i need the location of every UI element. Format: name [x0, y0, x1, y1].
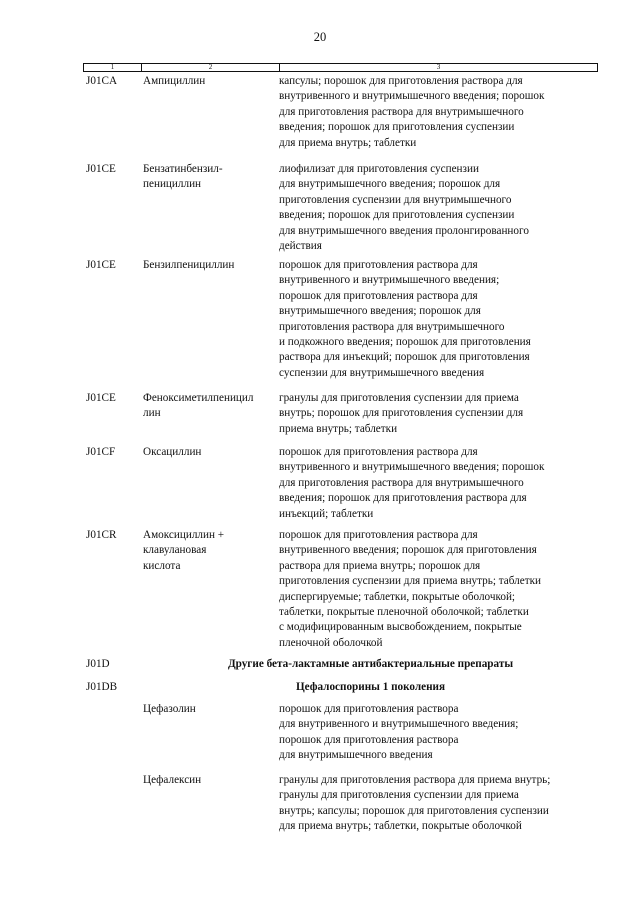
- dosage-forms-line: для внутривенного и внутримышечного введения;: [279, 718, 519, 731]
- atc-code: J01CE: [86, 163, 116, 175]
- dosage-forms-line: для внутримышечного введения; порошок для: [279, 178, 501, 191]
- drug-name-line: кислота: [143, 559, 181, 572]
- dosage-forms-line: внутривенного введения; порошок для приготовления: [279, 544, 537, 557]
- drug-name: [143, 528, 273, 574]
- drug-name-line: лин: [143, 407, 161, 420]
- drug-name-line: Бензатинбензил-: [143, 163, 223, 175]
- drug-name-line: Оксациллин: [143, 446, 202, 458]
- atc-code: J01CE: [86, 259, 116, 271]
- column-header-1: 1: [84, 64, 142, 71]
- drug-name-line: клавулановая: [143, 544, 207, 557]
- dosage-forms-line: введения; порошок для приготовления суспензии: [279, 121, 515, 134]
- dosage-forms-line: гранулы для приготовления раствора для приема внутрь;: [279, 774, 551, 786]
- dosage-forms-line: внутривенного и внутримышечного введения; порошок: [279, 461, 545, 474]
- dosage-forms-line: диспергируемые; таблетки, покрытые оболочкой;: [279, 590, 516, 603]
- drug-name-line: Феноксиметилпеницил: [143, 392, 254, 404]
- dosage-forms-line: гранулы для приготовления суспензии для приема: [279, 789, 519, 802]
- drug-name: [143, 162, 273, 193]
- dosage-forms-line: капсулы; порошок для приготовления раствора для: [279, 75, 523, 87]
- dosage-forms-line: лиофилизат для приготовления суспензии: [279, 163, 479, 175]
- dosage-forms-line: приготовления суспензии для приема внутрь; таблетки: [279, 575, 542, 588]
- dosage-forms-line: для приема внутрь; таблетки, покрытые оболочкой: [279, 820, 522, 833]
- drug-name: [143, 773, 273, 788]
- dosage-forms-line: порошок для приготовления раствора: [279, 733, 459, 746]
- dosage-forms-line: порошок для приготовления раствора для: [279, 289, 478, 302]
- column-header-2: 2: [142, 64, 280, 71]
- dosage-forms-line: внутрь; капсулы; порошок для приготовления суспензии: [279, 804, 549, 817]
- drug-name-line: Цефалексин: [143, 774, 202, 786]
- dosage-forms: [279, 162, 599, 254]
- dosage-forms: [279, 258, 599, 381]
- drug-name-line: Ампициллин: [143, 75, 206, 87]
- atc-code: J01CF: [86, 446, 116, 458]
- drug-name-line: Бензилпенициллин: [143, 259, 235, 271]
- atc-code: J01DB: [86, 681, 118, 693]
- dosage-forms-line: для внутримышечного введения: [279, 749, 433, 762]
- drug-name-line: пенициллин: [143, 178, 202, 191]
- atc-code: J01CA: [86, 75, 118, 87]
- dosage-forms-line: инъекций; таблетки: [279, 507, 374, 520]
- dosage-forms-line: раствора для приема внутрь; порошок для: [279, 559, 481, 572]
- atc-code: J01D: [86, 658, 110, 670]
- dosage-forms: [279, 74, 599, 151]
- drug-name: [143, 391, 273, 422]
- atc-code: J01CE: [86, 392, 116, 404]
- dosage-forms-line: суспензии для внутримышечного введения: [279, 366, 485, 379]
- dosage-forms-line: порошок для приготовления раствора для: [279, 446, 478, 458]
- dosage-forms: [279, 773, 599, 835]
- group-title: Другие бета-лактамные антибактериальные препараты: [227, 658, 514, 670]
- dosage-forms-line: введения; порошок для приготовления суспензии: [279, 209, 515, 222]
- dosage-forms-line: внутривенного и внутримышечного введения;: [279, 274, 500, 287]
- dosage-forms-line: для приема внутрь; таблетки: [279, 136, 417, 149]
- dosage-forms-line: приема внутрь; таблетки: [279, 422, 398, 435]
- dosage-forms: [279, 445, 599, 522]
- dosage-forms-line: и подкожного введения; порошок для приготовления: [279, 336, 531, 349]
- dosage-forms-line: с модифицированным высвобождением, покрытые: [279, 621, 522, 634]
- drug-name-line: Амоксициллин +: [143, 529, 225, 541]
- dosage-forms-line: таблетки, покрытые пленочной оболочкой; таблетки: [279, 606, 529, 619]
- dosage-forms: [279, 528, 599, 651]
- dosage-forms: [279, 702, 599, 764]
- dosage-forms-line: порошок для приготовления раствора для: [279, 529, 478, 541]
- dosage-forms-line: внутримышечного введения; порошок для: [279, 305, 481, 318]
- drug-name-line: Цефазолин: [143, 703, 196, 715]
- page-number: 20: [313, 30, 327, 44]
- drug-name: [143, 258, 273, 273]
- column-header-3: 3: [436, 63, 441, 71]
- atc-code: J01CR: [86, 529, 117, 541]
- dosage-forms-line: порошок для приготовления раствора: [279, 703, 459, 715]
- dosage-forms-line: для внутримышечного введения пролонгированного: [279, 224, 529, 237]
- dosage-forms-line: гранулы для приготовления суспензии для приема: [279, 392, 519, 404]
- group-title: Цефалоспорины 1 поколения: [295, 681, 446, 693]
- dosage-forms-line: приготовления раствора для внутримышечного: [279, 320, 505, 333]
- dosage-forms-line: пленочной оболочкой: [279, 636, 383, 649]
- dosage-forms-line: порошок для приготовления раствора для: [279, 259, 478, 271]
- drug-name: [143, 702, 273, 717]
- dosage-forms-line: для приготовления раствора для внутримышечного: [279, 476, 524, 489]
- dosage-forms-line: приготовления суспензии для внутримышечного: [279, 193, 512, 206]
- drug-name: [143, 445, 273, 460]
- dosage-forms-line: внутрь; порошок для приготовления суспензии для: [279, 407, 524, 420]
- drug-name: [143, 74, 273, 89]
- dosage-forms-line: раствора для инъекций; порошок для приготовления: [279, 351, 530, 364]
- dosage-forms-line: для приготовления раствора для внутримышечного: [279, 105, 524, 118]
- dosage-forms: [279, 391, 599, 437]
- dosage-forms-line: введения; порошок для приготовления раствора для: [279, 492, 527, 505]
- dosage-forms-line: внутривенного и внутримышечного введения; порошок: [279, 90, 545, 103]
- dosage-forms-line: действия: [279, 240, 322, 253]
- column-header-row: [83, 63, 598, 72]
